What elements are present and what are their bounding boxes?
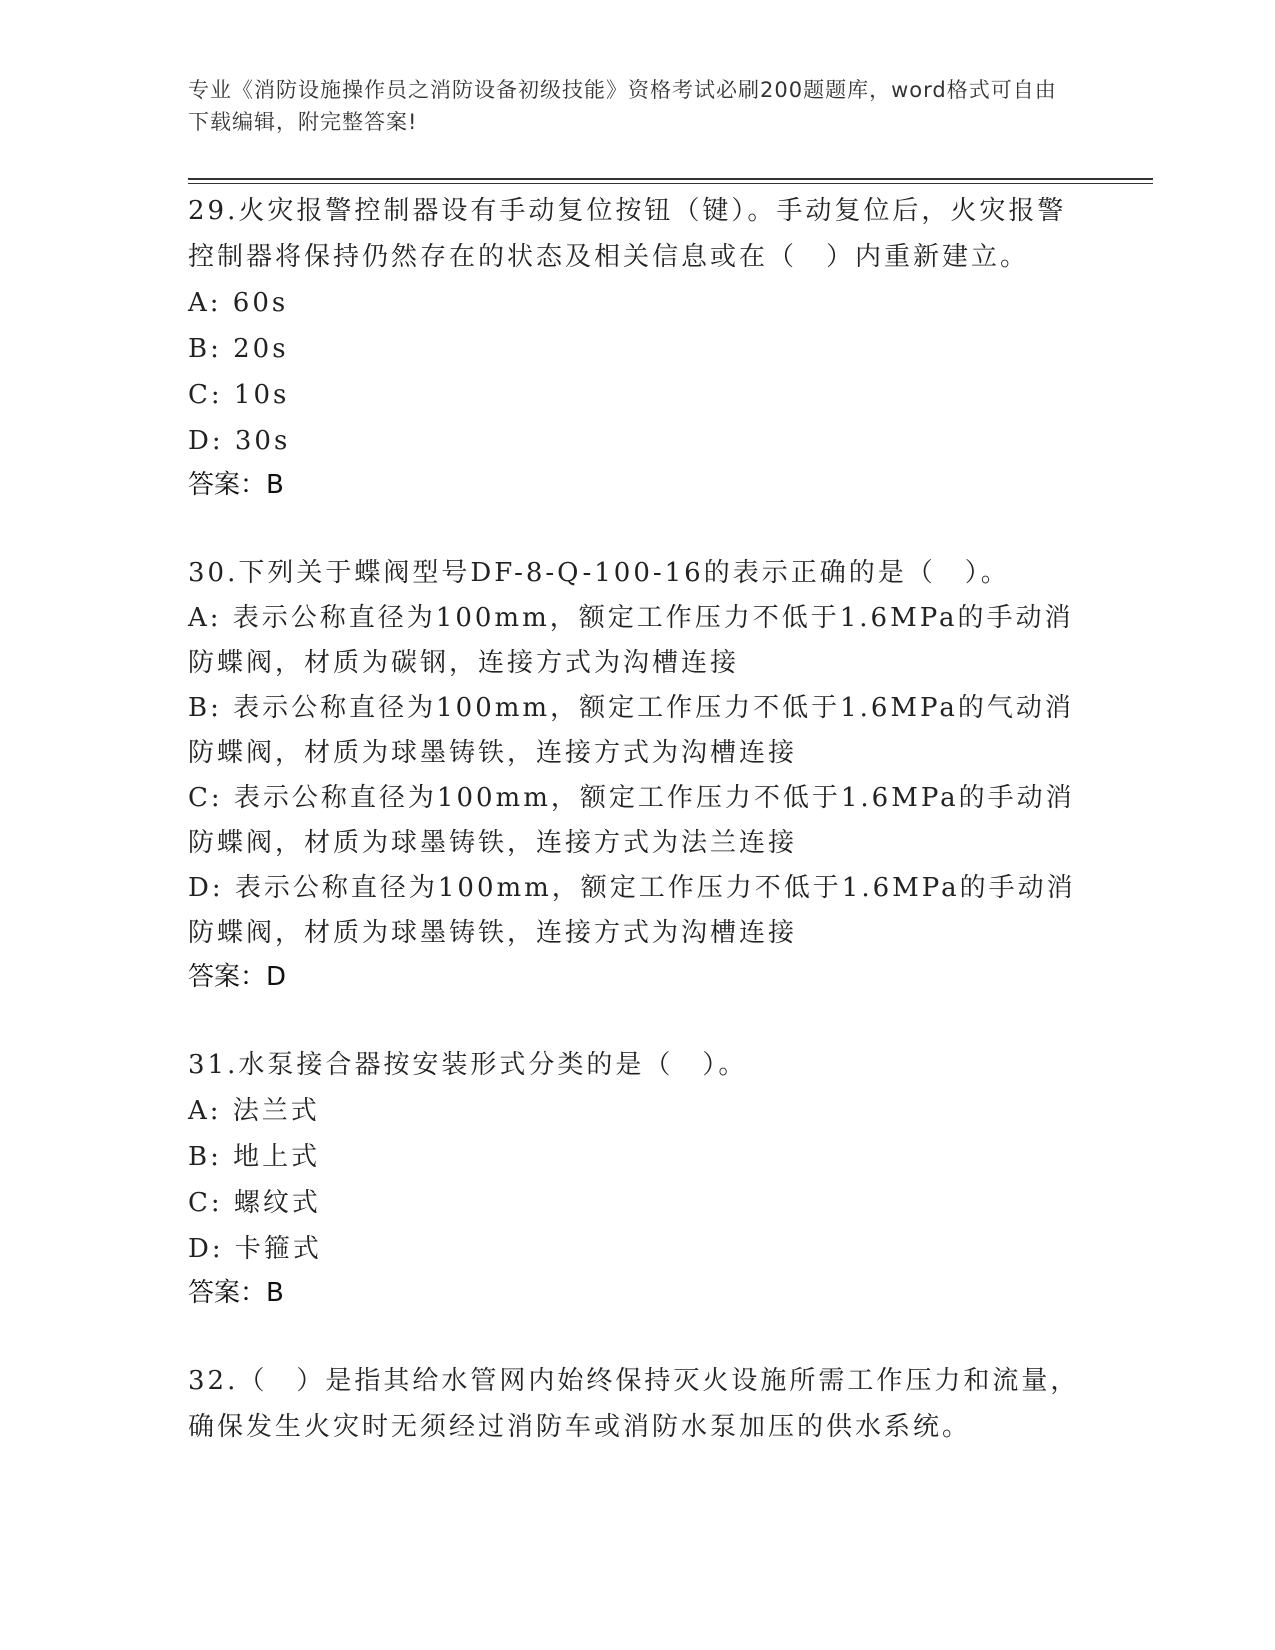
question-30 — [188, 550, 1088, 998]
answer-label: 答案：B — [188, 1278, 284, 1308]
option-a: A: 法兰式 — [188, 1096, 320, 1126]
option-c: C: 表示公称直径为100mm，额定工作压力不低于1.6MPa的手动消防蝶阀，材质为球墨铸铁，连接方式为法兰连接 — [188, 783, 1075, 858]
option-d: D: 卡箍式 — [188, 1234, 322, 1264]
question-stem: 30.下列关于蝶阀型号DF-8-Q-100-16的表示正确的是（ ）。 — [188, 558, 1010, 588]
question-stem: 32.（ ）是指其给水管网内始终保持灭火设施所需工作压力和流量，确保发生火灾时无须经过消防车或消防水泵加压的供水系统。 — [188, 1366, 1080, 1442]
question-list — [188, 188, 1088, 1450]
answer-label: 答案：D — [188, 962, 287, 992]
document-header: 专业《消防设施操作员之消防设备初级技能》资格考试必刷200题题库，word格式可自由下载编辑，附完整答案! — [188, 78, 1057, 134]
question-31 — [188, 1042, 1088, 1314]
option-d: D: 30s — [188, 426, 291, 456]
question-29 — [188, 188, 1088, 506]
option-a: A: 60s — [188, 288, 289, 318]
header-rule-thin — [188, 183, 1153, 184]
header-rule-thick — [188, 178, 1153, 180]
option-b: B: 地上式 — [188, 1142, 321, 1172]
answer-label: 答案：B — [188, 470, 284, 500]
option-d: D: 表示公称直径为100mm，额定工作压力不低于1.6MPa的手动消防蝶阀，材质为球墨铸铁，连接方式为沟槽连接 — [188, 873, 1076, 948]
option-b: B: 表示公称直径为100mm，额定工作压力不低于1.6MPa的气动消防蝶阀，材质为球墨铸铁，连接方式为沟槽连接 — [188, 693, 1074, 768]
question-stem: 31.水泵接合器按安装形式分类的是（ ）。 — [188, 1050, 748, 1080]
option-b: B: 20s — [188, 334, 289, 364]
option-a: A: 表示公称直径为100mm，额定工作压力不低于1.6MPa的手动消防蝶阀，材质为碳钢，连接方式为沟槽连接 — [188, 603, 1074, 678]
question-stem: 29.火灾报警控制器设有手动复位按钮（键）。手动复位后，火灾报警控制器将保持仍然存在的状态及相关信息或在（ ）内重新建立。 — [188, 196, 1067, 272]
option-c: C: 10s — [188, 380, 290, 410]
option-c: C: 螺纹式 — [188, 1188, 321, 1218]
question-32 — [188, 1358, 1088, 1450]
